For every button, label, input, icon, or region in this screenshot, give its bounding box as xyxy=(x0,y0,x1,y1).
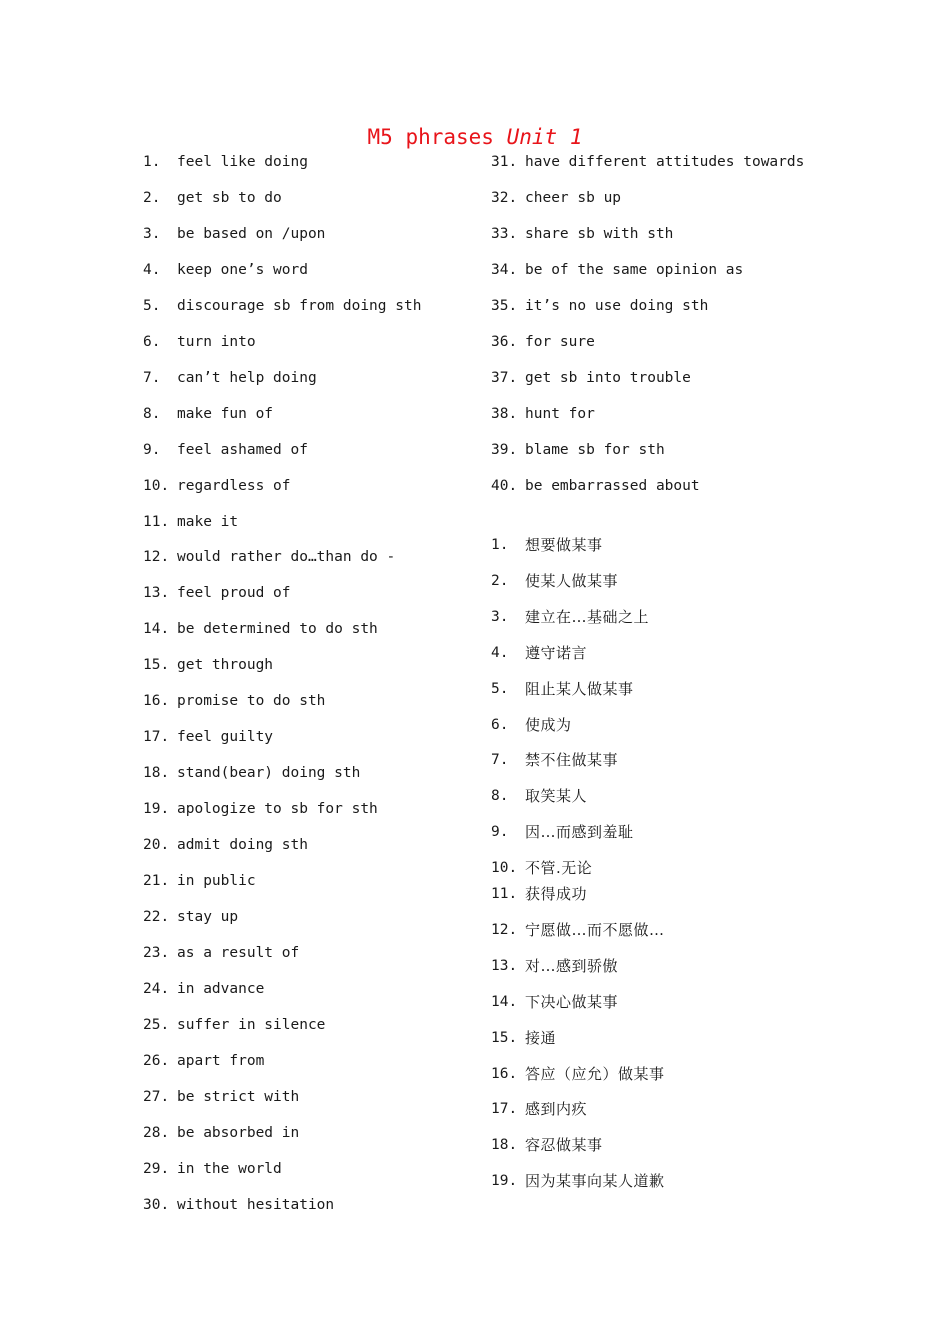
item-text: in the world xyxy=(177,1160,282,1177)
item-text: 禁不住做某事 xyxy=(525,751,619,770)
item-number: 16. xyxy=(491,1065,518,1082)
item-text: would rather do…than do - xyxy=(177,549,396,566)
item-number: 1. xyxy=(491,537,509,553)
item-text: suffer in silence xyxy=(177,1016,326,1033)
item-text: can’t help doing xyxy=(177,369,317,386)
item-text: get sb into trouble xyxy=(525,369,691,386)
item-text: 遵守诺言 xyxy=(525,643,588,662)
item-text: 获得成功 xyxy=(525,885,588,903)
item-number: 6. xyxy=(491,716,509,733)
item-number: 29. xyxy=(143,1160,170,1177)
item-text: be determined to do sth xyxy=(177,621,378,638)
item-text: share sb with sth xyxy=(525,225,674,242)
item-number: 31. xyxy=(491,154,518,170)
item-number: 25. xyxy=(143,1016,170,1033)
item-text: in public xyxy=(177,873,256,889)
item-number: 38. xyxy=(491,405,518,422)
item-number: 18. xyxy=(491,1137,518,1154)
item-number: 36. xyxy=(491,333,518,350)
item-text: apologize to sb for sth xyxy=(177,801,378,818)
item-text: feel like doing xyxy=(177,154,308,170)
item-text: 对…感到骄傲 xyxy=(525,956,619,975)
item-number: 2. xyxy=(143,189,161,206)
item-number: 15. xyxy=(143,657,170,674)
item-text: stand(bear) doing sth xyxy=(177,765,361,782)
item-text: feel guilty xyxy=(177,729,274,746)
item-text: stay up xyxy=(177,908,239,925)
item-number: 3. xyxy=(143,225,161,242)
item-text: 不管.无论 xyxy=(525,859,593,878)
item-number: 7. xyxy=(143,369,161,386)
item-number: 37. xyxy=(491,369,518,386)
title-unit: Unit 1 xyxy=(506,125,583,149)
item-text: discourage sb from doing sth xyxy=(177,297,422,314)
item-number: 5. xyxy=(143,297,161,314)
item-text: 阻止某人做某事 xyxy=(525,679,634,698)
item-text: 下决心做某事 xyxy=(525,992,619,1011)
item-text: 因为某事向某人道歉 xyxy=(525,1172,665,1191)
item-number: 18. xyxy=(143,765,170,782)
item-number: 19. xyxy=(491,1173,518,1190)
item-number: 1. xyxy=(143,154,161,170)
item-text: apart from xyxy=(177,1052,265,1069)
item-text: as a result of xyxy=(177,944,300,961)
item-text: 建立在…基础之上 xyxy=(525,607,650,626)
item-number: 12. xyxy=(143,549,170,566)
item-number: 4. xyxy=(491,644,509,661)
item-text: make fun of xyxy=(177,405,274,422)
item-number: 21. xyxy=(143,873,170,889)
item-number: 11. xyxy=(143,513,170,530)
item-text: 接通 xyxy=(525,1028,557,1047)
item-number: 5. xyxy=(491,680,509,697)
item-text: 使某人做某事 xyxy=(525,571,619,590)
item-text: 想要做某事 xyxy=(525,536,603,554)
item-number: 9. xyxy=(491,824,509,841)
item-text: 感到内疚 xyxy=(525,1100,588,1119)
item-number: 8. xyxy=(143,405,161,422)
item-text: be strict with xyxy=(177,1088,300,1105)
item-number: 28. xyxy=(143,1124,170,1141)
item-number: 20. xyxy=(143,837,170,854)
item-number: 10. xyxy=(143,477,170,494)
item-number: 7. xyxy=(491,752,509,769)
item-number: 40. xyxy=(491,477,518,494)
item-number: 2. xyxy=(491,572,509,589)
item-text: 宁愿做…而不愿做… xyxy=(525,920,665,939)
item-text: 容忍做某事 xyxy=(525,1136,603,1155)
item-number: 17. xyxy=(143,729,170,746)
item-text: for sure xyxy=(525,333,595,350)
item-number: 32. xyxy=(491,189,518,206)
item-text: get sb to do xyxy=(177,189,282,206)
item-number: 13. xyxy=(143,585,170,602)
item-text: without hesitation xyxy=(177,1196,335,1213)
item-number: 12. xyxy=(491,921,518,938)
item-text: make it xyxy=(177,513,239,530)
item-number: 16. xyxy=(143,693,170,710)
item-number: 11. xyxy=(491,886,518,902)
item-text: be absorbed in xyxy=(177,1124,300,1141)
item-number: 6. xyxy=(143,333,161,350)
title-main: M5 phrases xyxy=(367,125,494,149)
item-number: 13. xyxy=(491,957,518,974)
item-text: blame sb for sth xyxy=(525,441,665,458)
item-text: turn into xyxy=(177,333,256,350)
item-number: 26. xyxy=(143,1052,170,1069)
item-text: admit doing sth xyxy=(177,837,308,854)
item-text: keep one’s word xyxy=(177,261,308,278)
item-number: 34. xyxy=(491,261,518,278)
item-number: 22. xyxy=(143,908,170,925)
item-text: it’s no use doing sth xyxy=(525,297,709,314)
item-text: get through xyxy=(177,657,274,674)
item-number: 15. xyxy=(491,1029,518,1046)
item-number: 24. xyxy=(143,980,170,997)
item-number: 17. xyxy=(491,1101,518,1118)
item-text: 答应（应允）做某事 xyxy=(525,1064,665,1083)
item-number: 9. xyxy=(143,441,161,458)
item-text: feel ashamed of xyxy=(177,441,308,458)
item-number: 33. xyxy=(491,225,518,242)
item-number: 23. xyxy=(143,944,170,961)
item-number: 27. xyxy=(143,1088,170,1105)
item-text: regardless of xyxy=(177,477,291,494)
item-text: be embarrassed about xyxy=(525,477,700,494)
item-number: 14. xyxy=(491,993,518,1010)
item-text: 因…而感到羞耻 xyxy=(525,823,634,842)
item-number: 3. xyxy=(491,608,509,625)
item-text: promise to do sth xyxy=(177,693,326,710)
item-number: 35. xyxy=(491,297,518,314)
item-number: 19. xyxy=(143,801,170,818)
item-text: be based on /upon xyxy=(177,225,326,242)
item-number: 8. xyxy=(491,788,509,805)
item-number: 39. xyxy=(491,441,518,458)
item-text: in advance xyxy=(177,980,265,997)
page-title xyxy=(0,122,950,152)
item-text: be of the same opinion as xyxy=(525,261,744,278)
item-number: 30. xyxy=(143,1196,170,1213)
item-text: cheer sb up xyxy=(525,189,622,206)
item-number: 4. xyxy=(143,261,161,278)
item-text: 使成为 xyxy=(525,715,572,734)
item-text: feel proud of xyxy=(177,585,291,602)
item-text: hunt for xyxy=(525,405,595,422)
item-number: 10. xyxy=(491,860,518,877)
item-text: have different attitudes towards xyxy=(525,154,805,170)
item-text: 取笑某人 xyxy=(525,787,588,806)
item-number: 14. xyxy=(143,621,170,638)
